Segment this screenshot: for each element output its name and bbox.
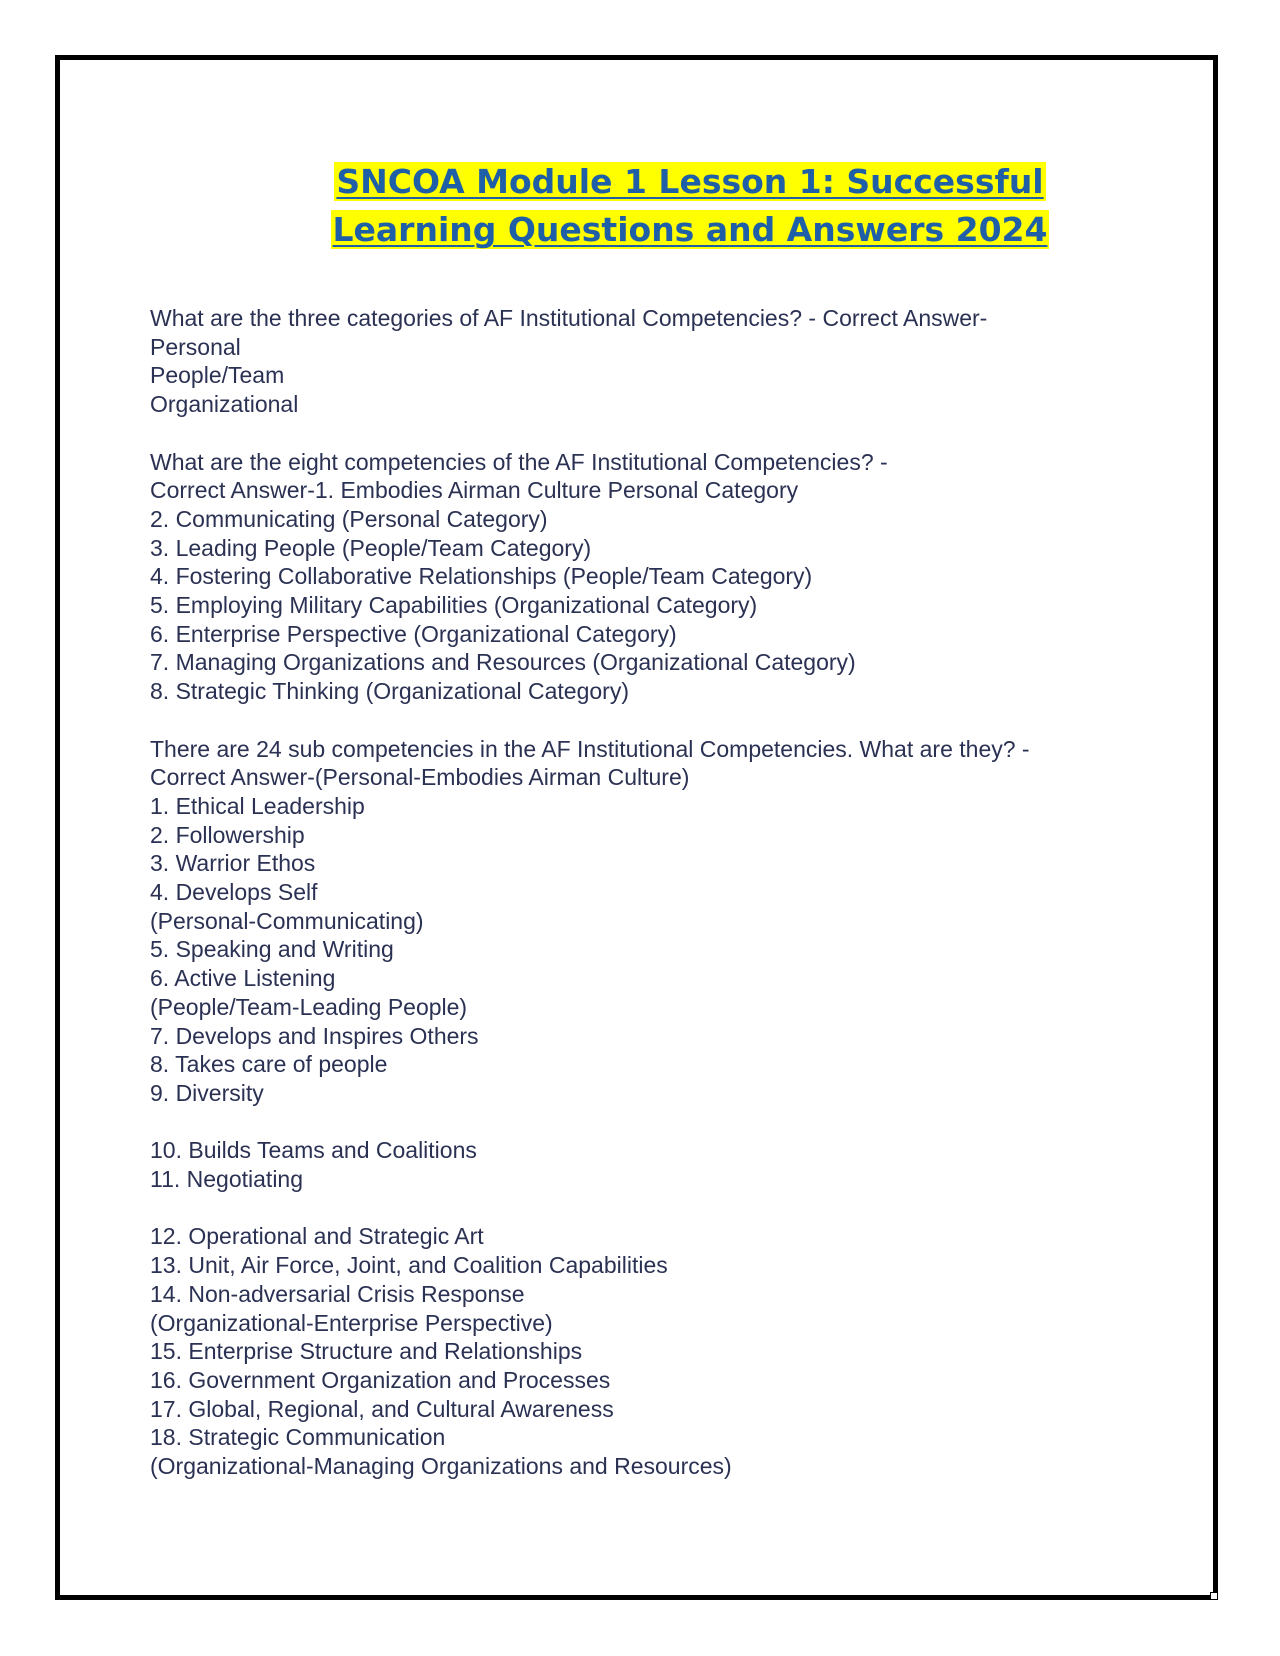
qa-line: People/Team — [150, 362, 285, 389]
qa-line: 15. Enterprise Structure and Relationships — [150, 1338, 583, 1365]
qa-line: 14. Non-adversarial Crisis Response — [150, 1280, 525, 1307]
paragraph-gap — [150, 1108, 1110, 1137]
qa-line: 6. Active Listening — [150, 965, 336, 992]
qa-line: 8. Takes care of people — [150, 1051, 388, 1078]
qa-line: What are the three categories of AF Institutional Competencies? - Correct Answer- — [150, 305, 988, 331]
qa-content — [150, 304, 1110, 1481]
title-line-2: Learning Questions and Answers 2024 — [332, 210, 1048, 249]
qa-line: 2. Followership — [150, 821, 305, 848]
paragraph-gap — [150, 1194, 1110, 1223]
qa-line: What are the eight competencies of the AF Institutional Competencies? - — [150, 448, 888, 475]
qa-line: 6. Enterprise Perspective (Organizational Category) — [150, 620, 677, 647]
qa-line: (Organizational-Enterprise Perspective) — [150, 1309, 553, 1336]
qa-line: (Organizational-Managing Organizations and Resources) — [150, 1453, 732, 1480]
qa-line: 1. Ethical Leadership — [150, 792, 365, 819]
qa-line: (People/Team-Leading People) — [150, 993, 468, 1020]
title-line-1: SNCOA Module 1 Lesson 1: Successful — [336, 162, 1044, 201]
qa-line: Correct Answer-1. Embodies Airman Culture Personal Category — [150, 477, 799, 504]
qa-line: 8. Strategic Thinking (Organizational Category) — [150, 678, 629, 705]
qa-line: Personal — [150, 333, 241, 360]
paragraph-gap — [150, 706, 1110, 735]
qa-line: 5. Employing Military Capabilities (Organizational Category) — [150, 592, 758, 619]
qa-line: 4. Develops Self — [150, 879, 318, 906]
qa-line: 2. Communicating (Personal Category) — [150, 505, 548, 532]
qa-line: 17. Global, Regional, and Cultural Awareness — [150, 1395, 614, 1422]
qa-line: 7. Managing Organizations and Resources (Organizational Category) — [150, 649, 856, 676]
qa-line: 5. Speaking and Writing — [150, 936, 394, 963]
qa-line: Correct Answer-(Personal-Embodies Airman Culture) — [150, 764, 690, 791]
qa-line: 12. Operational and Strategic Art — [150, 1223, 484, 1250]
qa-line: 11. Negotiating — [150, 1166, 304, 1193]
qa-line: 3. Leading People (People/Team Category) — [150, 534, 592, 561]
qa-line: 7. Develops and Inspires Others — [150, 1022, 479, 1049]
qa-line: 4. Fostering Collaborative Relationships (People/Team Category) — [150, 563, 813, 590]
document-title — [330, 158, 1050, 254]
qa-line: 13. Unit, Air Force, Joint, and Coalition Capabilities — [150, 1252, 668, 1279]
qa-line: There are 24 sub competencies in the AF Institutional Competencies. What are they? - — [150, 735, 1030, 762]
qa-line: 18. Strategic Communication — [150, 1424, 446, 1451]
qa-line: 10. Builds Teams and Coalitions — [150, 1137, 477, 1164]
qa-line: 9. Diversity — [150, 1079, 264, 1106]
qa-line: Organizational — [150, 391, 299, 418]
qa-line: 16. Government Organization and Processes — [150, 1366, 611, 1393]
qa-line: (Personal-Communicating) — [150, 907, 424, 934]
qa-line: 3. Warrior Ethos — [150, 850, 316, 877]
paragraph-gap — [150, 419, 1110, 448]
